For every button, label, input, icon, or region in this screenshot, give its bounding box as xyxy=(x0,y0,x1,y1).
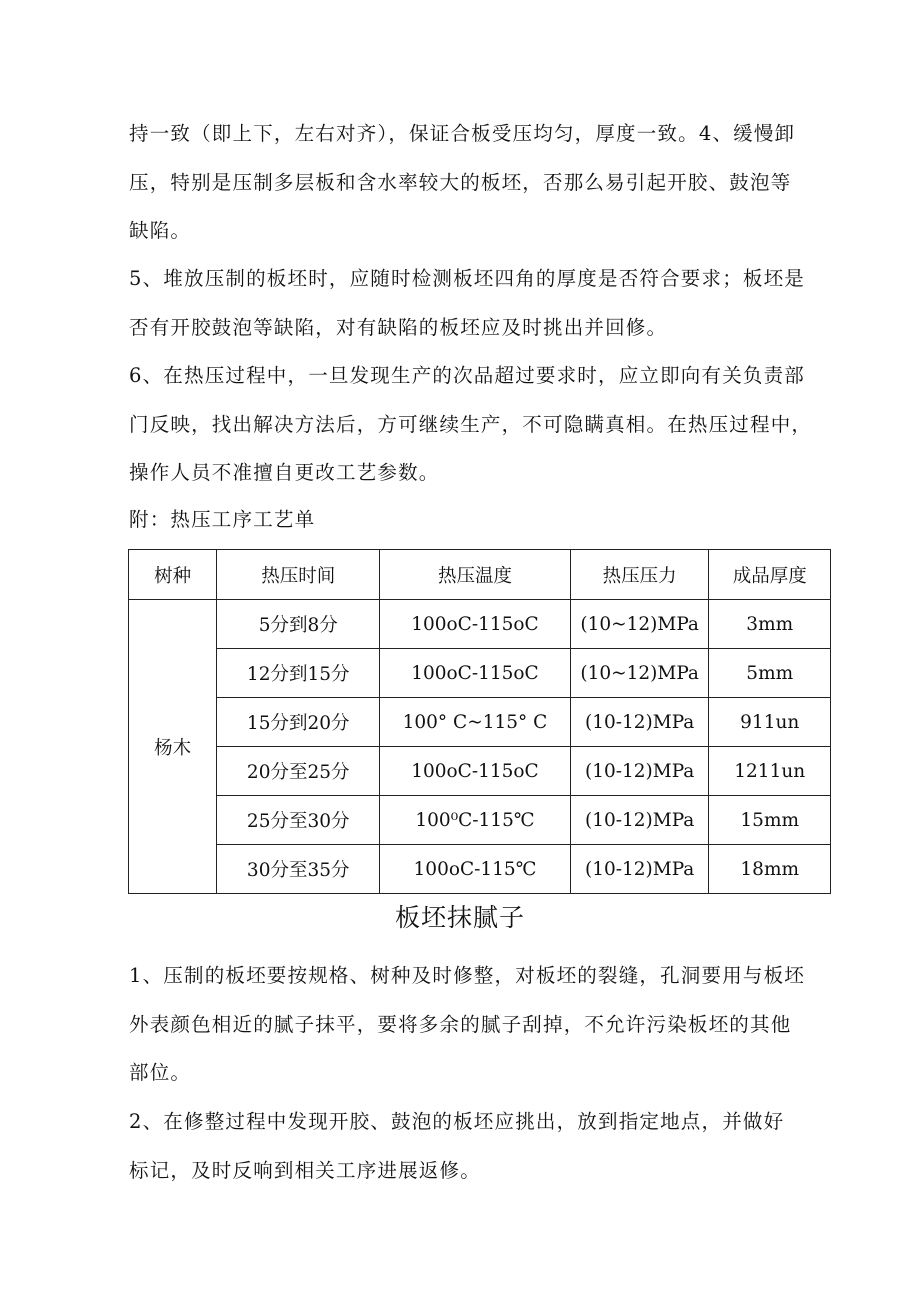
header-press-temperature: 热压温度 xyxy=(380,550,571,600)
paragraph-defect-rework xyxy=(129,1098,839,1195)
header-press-time: 热压时间 xyxy=(217,550,380,600)
pressure-cell: (10-12)MPa xyxy=(570,845,709,894)
time-cell: 15分到20分 xyxy=(217,698,380,747)
text-line: 否有开胶鼓泡等缺陷，对有缺陷的板坯应及时挑出并回修。 xyxy=(129,315,668,339)
table-row xyxy=(129,649,831,698)
pressure-cell: (10-12)MPa xyxy=(570,796,709,845)
thickness-cell: 911un xyxy=(709,698,831,747)
table-row xyxy=(129,845,831,894)
header-product-thickness: 成品厚度 xyxy=(709,550,831,600)
text-line: 压，特别是压制多层板和含水率较大的板坯，否那么易引起开胶、鼓泡等 xyxy=(129,170,792,194)
hot-press-process-table xyxy=(128,549,831,894)
text-line: 持一致（即上下，左右对齐），保证合板受压均匀，厚度一致。4、缓慢卸 xyxy=(129,122,796,145)
table-caption: 附：热压工序工艺单 xyxy=(129,508,316,531)
temperature-cell: 100⁰C-115℃ xyxy=(380,796,571,845)
time-cell: 20分至25分 xyxy=(217,747,380,796)
text-line: 操作人员不准擅自更改工艺参数。 xyxy=(129,461,440,484)
time-cell: 12分到15分 xyxy=(217,649,380,698)
text-line: 1、压制的板坯要按规格、树种及时修整，对板坯的裂缝，孔洞要用与板坯 xyxy=(129,964,806,987)
section-heading: 板坯抹腻子 xyxy=(394,903,525,932)
temperature-cell: 100oC-115oC xyxy=(380,600,571,649)
table-row xyxy=(129,600,831,649)
text-line: 2、在修整过程中发现开胶、鼓泡的板坯应挑出，放到指定地点，并做好 xyxy=(129,1110,785,1133)
thickness-cell: 5mm xyxy=(709,649,831,698)
thickness-cell: 18mm xyxy=(709,845,831,894)
pressure-cell: (10~12)MPa xyxy=(570,649,709,698)
temperature-cell: 100° C~115° C xyxy=(380,698,571,747)
header-press-pressure: 热压压力 xyxy=(570,550,709,600)
text-line: 6、在热压过程中，一旦发现生产的次品超过要求时，应立即向有关负责部 xyxy=(129,364,806,387)
text-line: 标记，及时反响到相关工序进展返修。 xyxy=(129,1158,481,1182)
table-header-row xyxy=(129,550,831,600)
temperature-cell: 100oC-115℃ xyxy=(380,845,571,894)
text-line: 部位。 xyxy=(129,1061,192,1084)
text-line: 外表颜色相近的腻子抹平，要将多余的腻子刮掉，不允许污染板坯的其他 xyxy=(129,1012,792,1036)
text-line: 5、堆放压制的板坯时，应随时检测板坯四角的厚度是否符合要求；板坯是 xyxy=(129,267,806,290)
text-line: 缺陷。 xyxy=(129,219,192,242)
species-cell: 杨木 xyxy=(129,600,217,894)
paragraph-stacking-check xyxy=(129,255,839,352)
time-cell: 30分至35分 xyxy=(217,845,380,894)
text-line: 门反映，找出解决方法后，方可继续生产，不可隐瞒真相。在热压过程中， xyxy=(129,412,813,436)
pressure-cell: (10-12)MPa xyxy=(570,698,709,747)
table-row xyxy=(129,747,831,796)
thickness-cell: 3mm xyxy=(709,600,831,649)
header-species: 树种 xyxy=(129,550,217,600)
paragraph-putty-filling xyxy=(129,952,839,1098)
pressure-cell: (10~12)MPa xyxy=(570,600,709,649)
table-row xyxy=(129,796,831,845)
thickness-cell: 1211un xyxy=(709,747,831,796)
time-cell: 5分到8分 xyxy=(217,600,380,649)
temperature-cell: 100oC-115oC xyxy=(380,649,571,698)
temperature-cell: 100oC-115oC xyxy=(380,747,571,796)
paragraph-defect-reporting xyxy=(129,352,839,498)
time-cell: 25分至30分 xyxy=(217,796,380,845)
paragraph-pressing-alignment xyxy=(129,110,839,256)
thickness-cell: 15mm xyxy=(709,796,831,845)
table-row xyxy=(129,698,831,747)
pressure-cell: (10-12)MPa xyxy=(570,747,709,796)
